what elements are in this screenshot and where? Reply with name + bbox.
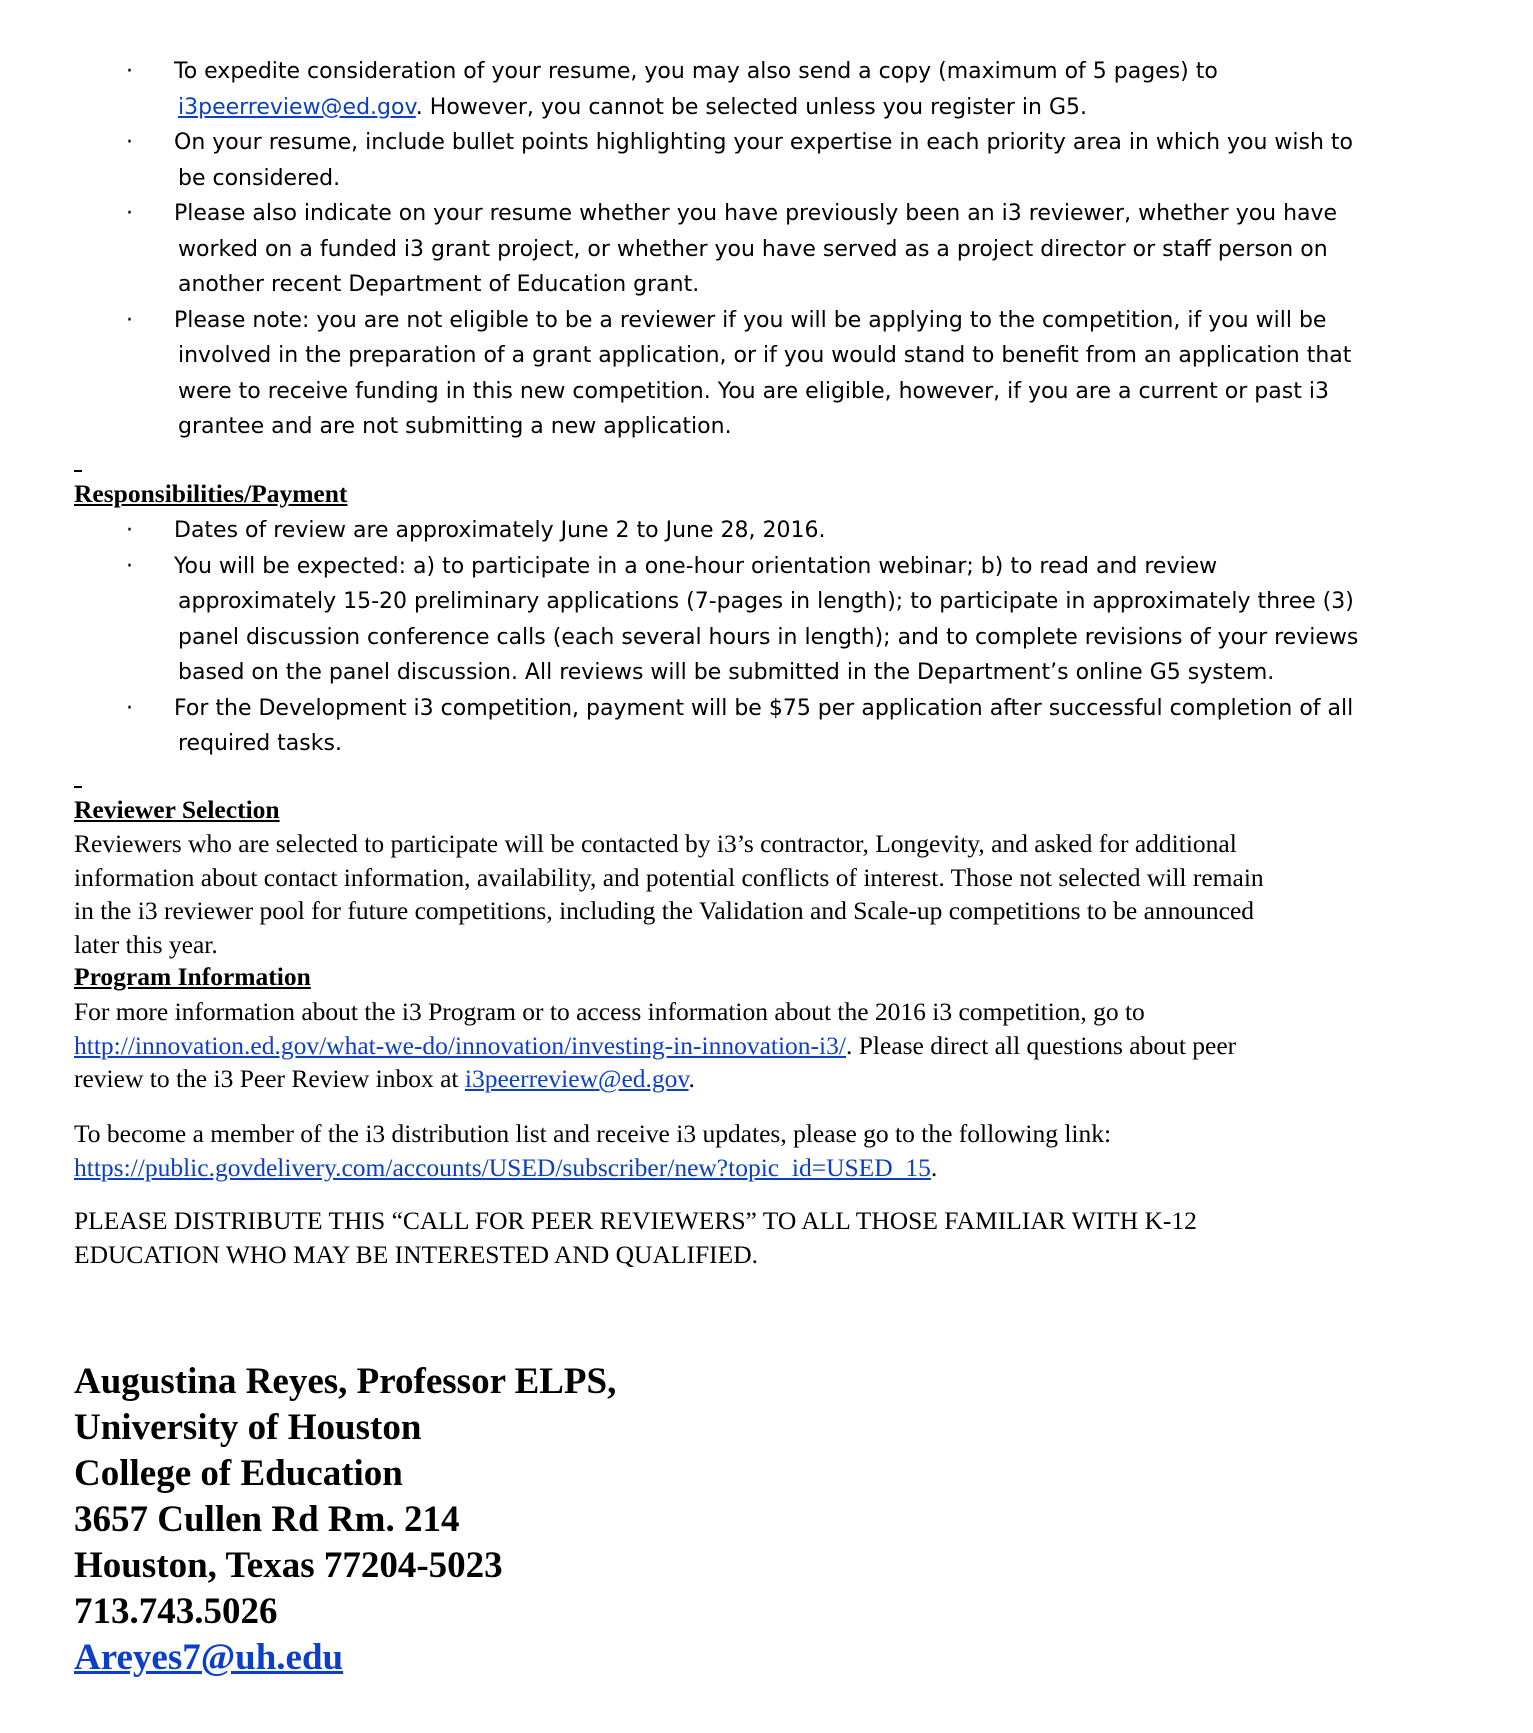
bullet: · — [126, 695, 133, 721]
innovation-link[interactable]: http://innovation.ed.gov/what-we-do/innovation/investing-in-innovation-i3/ — [74, 1030, 846, 1060]
paragraph-line: To become a member of the i3 distribution list and receive i3 updates, please go to the following link: — [74, 1119, 1112, 1148]
list-item-text: For the Development i3 competition, payment will be $75 per application after successful completion of all — [174, 695, 1354, 721]
paragraph-line: information about contact information, availability, and potential conflicts of interest. Those not selected will remain — [74, 862, 1264, 892]
list-item-text: You will be expected: a) to participate in a one-hour orientation webinar; b) to read and review — [174, 553, 1218, 579]
list-item-text: were to receive funding in this new competition. You are eligible, however, if you are a current or past i3 — [178, 378, 1329, 404]
divider-mark — [74, 470, 82, 472]
list-item — [0, 549, 1533, 691]
paragraph-line: For more information about the i3 Program or to access information about the 2016 i3 competition, go to — [74, 997, 1145, 1026]
list-item — [0, 303, 1533, 445]
responsibilities-heading: Responsibilities/Payment — [74, 479, 348, 508]
signature-email-link[interactable]: Areyes7@uh.edu — [74, 1637, 344, 1678]
bullet: · — [126, 201, 133, 226]
paragraph-line: PLEASE DISTRIBUTE THIS “CALL FOR PEER REVIEWERS” TO ALL THOSE FAMILIAR WITH K-12 — [74, 1206, 1197, 1235]
reviewer-selection-heading: Reviewer Selection — [74, 795, 280, 824]
signature-address: 3657 Cullen Rd Rm. 214 — [74, 1499, 460, 1540]
signature-email-line — [74, 1635, 616, 1681]
list-item-text: based on the panel discussion. All reviews will be submitted in the Department’s online G5 system. — [178, 660, 1275, 685]
paragraph-line — [74, 1029, 1474, 1063]
paragraph-text: . — [688, 1064, 695, 1093]
eligibility-list — [0, 54, 1533, 445]
list-item — [0, 691, 1533, 762]
govdelivery-link[interactable]: https://public.govdelivery.com/accounts/USED/subscriber/new?topic_id=USED_15 — [74, 1152, 931, 1182]
list-item-text: Please note: you are not eligible to be a reviewer if you will be applying to the competition, if you will be — [174, 307, 1327, 333]
bullet: · — [126, 130, 133, 155]
bullet: · — [126, 553, 133, 579]
bullet: · — [126, 59, 133, 84]
list-item — [0, 513, 1533, 549]
program-information-paragraph — [74, 995, 1474, 1096]
bullet: · — [126, 307, 133, 333]
list-item-text: panel discussion conference calls (each several hours in length); and to complete revisions of your reviews — [178, 624, 1359, 650]
list-item-text: To expedite consideration of your resume, you may also send a copy (maximum of 5 pages) to — [174, 59, 1218, 84]
reviewer-selection-paragraph — [74, 827, 1474, 961]
paragraph-text: . — [930, 1152, 938, 1182]
signature-block — [74, 1359, 616, 1681]
list-item-text: . However, you cannot be selected unless you register in G5. — [415, 94, 1088, 120]
peer-review-email-link[interactable]: i3peerreview@ed.gov — [178, 94, 416, 120]
list-item-text: required tasks. — [178, 731, 342, 756]
list-item-text: involved in the preparation of a grant application, or if you would stand to benefit from an application that — [178, 343, 1352, 368]
paragraph-line — [74, 1151, 1474, 1185]
distribution-paragraph — [74, 1117, 1474, 1184]
list-item-text: another recent Department of Education grant. — [178, 272, 700, 297]
paragraph-line — [74, 1062, 1474, 1096]
list-item-text: grantee and are not submitting a new application. — [178, 414, 732, 439]
list-item — [0, 125, 1533, 196]
signature-phone: 713.743.5026 — [74, 1591, 278, 1632]
divider-mark — [74, 786, 82, 788]
distribution-notice — [74, 1204, 1474, 1271]
paragraph-line: in the i3 reviewer pool for future competitions, including the Validation and Scale-up competitions to be announced — [74, 896, 1255, 925]
list-item-text: be considered. — [178, 165, 341, 191]
list-item-text — [174, 90, 1473, 126]
paragraph-text: . Please direct all questions about peer — [845, 1030, 1237, 1060]
paragraph-line: Reviewers who are selected to participate will be contacted by i3’s contractor, Longevity, and asked for additional — [74, 829, 1237, 858]
list-item-text: Please also indicate on your resume whether you have previously been an i3 reviewer, whether you have — [174, 201, 1338, 226]
bullet: · — [126, 518, 133, 543]
signature-institution: University of Houston — [74, 1407, 422, 1448]
list-item-text: On your resume, include bullet points highlighting your expertise in each priority area in which you wish to — [174, 130, 1354, 155]
paragraph-text: review to the i3 Peer Review inbox at — [74, 1064, 465, 1093]
list-item — [0, 196, 1533, 303]
list-item-text: Dates of review are approximately June 2 to June 28, 2016. — [174, 518, 826, 543]
signature-city: Houston, Texas 77204-5023 — [74, 1545, 503, 1586]
paragraph-line: later this year. — [74, 929, 218, 959]
signature-college: College of Education — [74, 1453, 403, 1494]
signature-name: Augustina Reyes, Professor ELPS, — [74, 1361, 617, 1402]
list-item-text: worked on a funded i3 grant project, or whether you have served as a project director or staff person on — [178, 236, 1328, 262]
responsibilities-list — [0, 513, 1533, 762]
paragraph-line: EDUCATION WHO MAY BE INTERESTED AND QUALIFIED. — [74, 1239, 758, 1269]
peer-review-email-link[interactable]: i3peerreview@ed.gov — [464, 1064, 689, 1093]
program-information-heading: Program Information — [74, 962, 311, 991]
list-item-text: approximately 15-20 preliminary applications (7-pages in length); to participate in approximately three (3) — [178, 589, 1354, 614]
list-item — [0, 54, 1533, 125]
